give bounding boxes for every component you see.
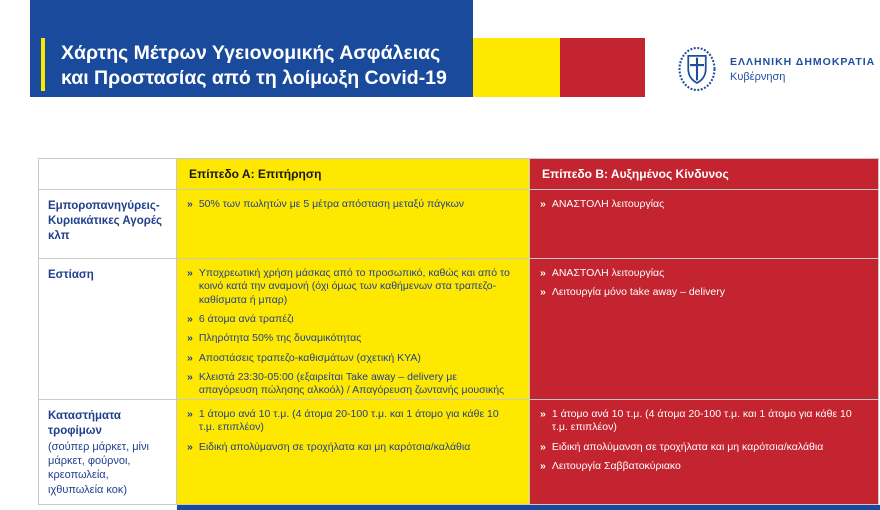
level-a-cell-markets	[177, 190, 529, 258]
bullet-glyph: »	[187, 267, 193, 279]
corner-cell	[39, 159, 176, 189]
measure-text: Υποχρεωτική χρήση μάσκας από το προσωπικό, καθώς και από το κοινό κατά την αναμονή (όχι όμως των καθήμενων στα τραπεζο-καθίσματα ή μπαρ)	[198, 267, 510, 306]
level-b-cell-food-stores	[530, 400, 878, 504]
title-line-2: και Προστασίας από τη λοίμωξη Covid-19	[61, 67, 447, 90]
measure-text: 1 άτομο ανά 10 τ.μ. (4 άτομα 20-100 τ.μ. και 1 άτομο για κάθε 10 τ.μ. επιπλέον)	[198, 408, 499, 434]
government-subtitle: Κυβέρνηση	[730, 70, 786, 83]
measure-text: Πληρότητα 50% της δυναμικότητας	[198, 332, 362, 345]
measure-text: 50% των πωλητών με 5 μέτρα απόσταση μεταξύ πάγκων	[198, 198, 465, 210]
measure-item	[187, 441, 517, 454]
bullet-glyph: »	[187, 351, 193, 364]
red-block	[560, 38, 645, 97]
row-label-text: Εστίαση	[48, 269, 94, 281]
page-title	[61, 41, 447, 92]
bullet-glyph: »	[187, 408, 193, 420]
measure-item	[187, 198, 517, 211]
bullet-glyph: »	[540, 286, 546, 299]
measure-item	[540, 198, 866, 211]
bullet-glyph: »	[540, 459, 546, 472]
measure-text: Ειδική απολύμανση σε τροχήλατα και μη καρότσια/καλάθια	[551, 440, 824, 453]
title-line-1: Χάρτης Μέτρων Υγειονομικής Ασφάλειας	[61, 42, 441, 64]
bottom-bar	[177, 505, 880, 510]
bullet-glyph: »	[540, 267, 546, 279]
level-a-cell-dining	[177, 259, 529, 399]
bullet-glyph: »	[187, 312, 193, 325]
level-b-cell-markets	[530, 190, 878, 258]
bullet-glyph: »	[540, 198, 546, 210]
measure-item	[187, 371, 517, 398]
bullet-glyph: »	[187, 332, 193, 345]
bullet-glyph: »	[187, 370, 193, 383]
measure-text: Κλειστά 23:30-05:00 (εξαιρείται Take away – delivery με απαγόρευση πώλησης αλκοόλ) / Απαγόρευση ζωντανής μουσικής	[198, 370, 505, 397]
bullet-glyph: »	[187, 440, 193, 453]
government-text	[730, 56, 875, 83]
bullet-glyph: »	[540, 440, 546, 453]
row-label-markets	[39, 190, 176, 258]
yellow-block	[473, 38, 560, 97]
bullet-glyph: »	[540, 408, 546, 420]
measure-item	[540, 286, 866, 299]
title-banner	[30, 0, 473, 97]
measure-text: ΑΝΑΣΤΟΛΗ λειτουργίας	[551, 198, 665, 210]
column-header-level-b: Επίπεδο Β: Αυξημένος Κίνδυνος	[530, 159, 878, 189]
column-header-level-a: Επίπεδο Α: Επιτήρηση	[177, 159, 529, 189]
bullet-glyph: »	[187, 198, 193, 210]
measure-text: ΑΝΑΣΤΟΛΗ λειτουργίας	[551, 267, 665, 279]
row-label-note: (σούπερ μάρκετ, μίνι μάρκετ, φούρνοι, κρεοπωλεία, ιχθυπωλεία κοκ)	[48, 440, 149, 496]
measure-item	[187, 313, 517, 326]
row-label-food-stores	[39, 400, 176, 504]
accent-bar	[41, 38, 45, 91]
measure-item	[187, 332, 517, 345]
government-logo	[676, 44, 875, 94]
measure-text: Ειδική απολύμανση σε τροχήλατα και μη καρότσια/καλάθια	[198, 440, 471, 453]
measure-text: 1 άτομο ανά 10 τ.μ. (4 άτομα 20-100 τ.μ. και 1 άτομο για κάθε 10 τ.μ. επιπλέον)	[551, 408, 852, 434]
row-label-text: Εμποροπανηγύρεις-Κυριακάτικες Αγορές κλπ	[48, 200, 163, 242]
measure-item	[540, 441, 866, 454]
measure-item	[540, 460, 866, 473]
row-label-dining	[39, 259, 176, 399]
measure-item	[540, 267, 866, 280]
measure-item	[540, 408, 866, 435]
measures-table	[38, 158, 879, 505]
level-a-cell-food-stores	[177, 400, 529, 504]
government-name: ΕΛΛΗΝΙΚΗ ΔΗΜΟΚΡΑΤΙΑ	[730, 55, 876, 68]
coat-of-arms-icon	[676, 44, 718, 94]
measure-text: Αποστάσεις τραπεζο-καθισμάτων (σχετική ΚΥΑ)	[198, 351, 421, 364]
row-label-text: Καταστήματα τροφίμων	[48, 410, 122, 437]
measure-text: 6 άτομα ανά τραπέζι	[198, 312, 294, 325]
measure-item	[187, 267, 517, 307]
measure-text: Λειτουργία Σαββατοκύριακο	[551, 459, 681, 472]
measure-item	[187, 352, 517, 365]
level-b-cell-dining	[530, 259, 878, 399]
measure-item	[187, 408, 517, 435]
measure-text: Λειτουργία μόνο take away – delivery	[551, 286, 726, 299]
